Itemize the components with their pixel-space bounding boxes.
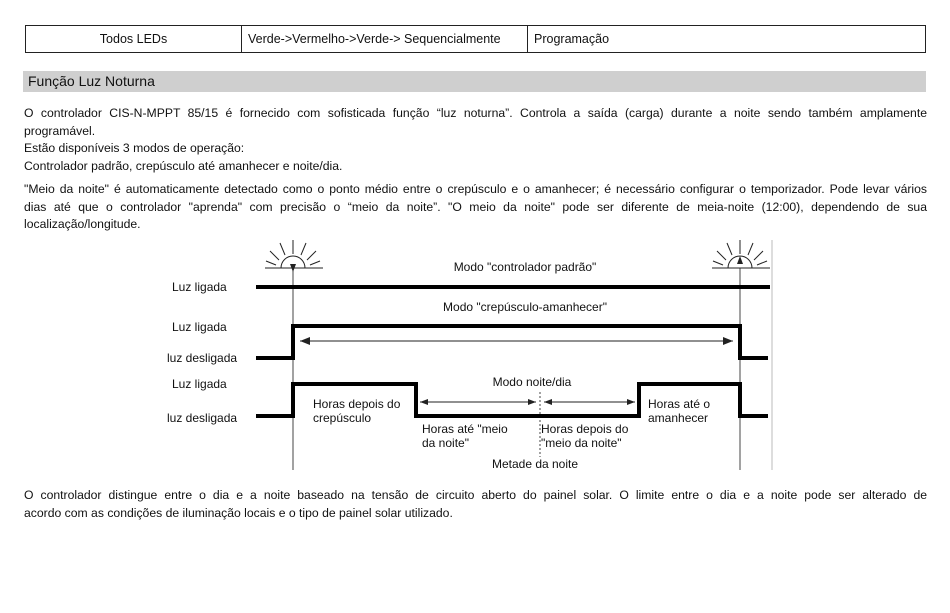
section-heading: Função Luz Noturna	[23, 71, 926, 92]
midnight-label: Metade da noite	[491, 457, 579, 471]
intro-line-4: Controlador padrão, crepúsculo até amanhecer e noite/dia.	[24, 158, 343, 173]
intro-line-2: programável.	[24, 123, 96, 138]
after-dusk-line-2: crepúsculo	[313, 411, 372, 425]
after-mid-line-1: Horas depois do	[541, 422, 629, 436]
arrowhead-left	[300, 337, 310, 345]
row3-off-label: luz desligada	[167, 411, 238, 425]
after-dusk-line-1: Horas depois do	[313, 397, 401, 411]
row2-on-label: Luz ligada	[172, 320, 227, 334]
midnight-line-1: "Meio da noite" é automaticamente detectado como o ponto médio entre o crepúsculo e o amanhecer; é necessário configurar o temporizador. Pode levar vários	[24, 182, 927, 196]
table-cell-leds: Todos LEDs	[26, 26, 242, 52]
day-night-line-2: acordo com as condições de iluminação locais e o tipo de painel solar utilizado.	[24, 505, 453, 520]
until-dawn-line-1: Horas até o	[648, 397, 711, 411]
sunrise-icon	[712, 240, 770, 268]
row3-on-label: Luz ligada	[172, 377, 227, 391]
day-night-line-1: O controlador distingue entre o dia e a noite baseado na tensão de circuito aberto do painel solar. O limite entre o dia e a noite pode ser alterado de	[24, 488, 927, 502]
table-cell-mode: Programação	[534, 32, 610, 46]
until-dawn-line-2: amanhecer	[648, 411, 709, 425]
table-cell-sequence: Verde->Vermelho->Verde-> Sequencialmente	[242, 26, 528, 52]
midnight-line-3: localização/longitude.	[24, 217, 141, 231]
until-mid-line-2: da noite"	[422, 436, 469, 450]
until-mid-line-1: Horas até "meio	[422, 422, 508, 436]
day-night-paragraph	[24, 487, 927, 522]
mode-standard-label: Modo "controlador padrão"	[453, 260, 597, 274]
dusk-dawn-signal	[256, 326, 768, 358]
row1-on-label: Luz ligada	[172, 280, 227, 294]
row2-off-label: luz desligada	[167, 351, 238, 365]
midnight-line-2: dias até que o controlador "aprenda" com precisão o “meio da noite”. "O meio da noite" pode ser diferente de meia-noite (12:00), dependendo de sua	[24, 199, 927, 214]
mode-dusk-dawn-label: Modo "crepúsculo-amanhecer"	[443, 300, 607, 314]
sunset-icon	[265, 240, 323, 272]
arrowhead-right	[723, 337, 733, 345]
after-mid-line-2: "meio da noite"	[541, 436, 622, 450]
intro-line-3: Estão disponíveis 3 modos de operação:	[24, 141, 245, 155]
mode-night-day-label: Modo noite/dia	[492, 375, 572, 389]
intro-line-1: O controlador CIS-N-MPPT 85/15 é fornecido com sofisticada função “luz noturna”. Controla a saída (carga) durante a noite sendo também amplamente	[24, 106, 927, 120]
